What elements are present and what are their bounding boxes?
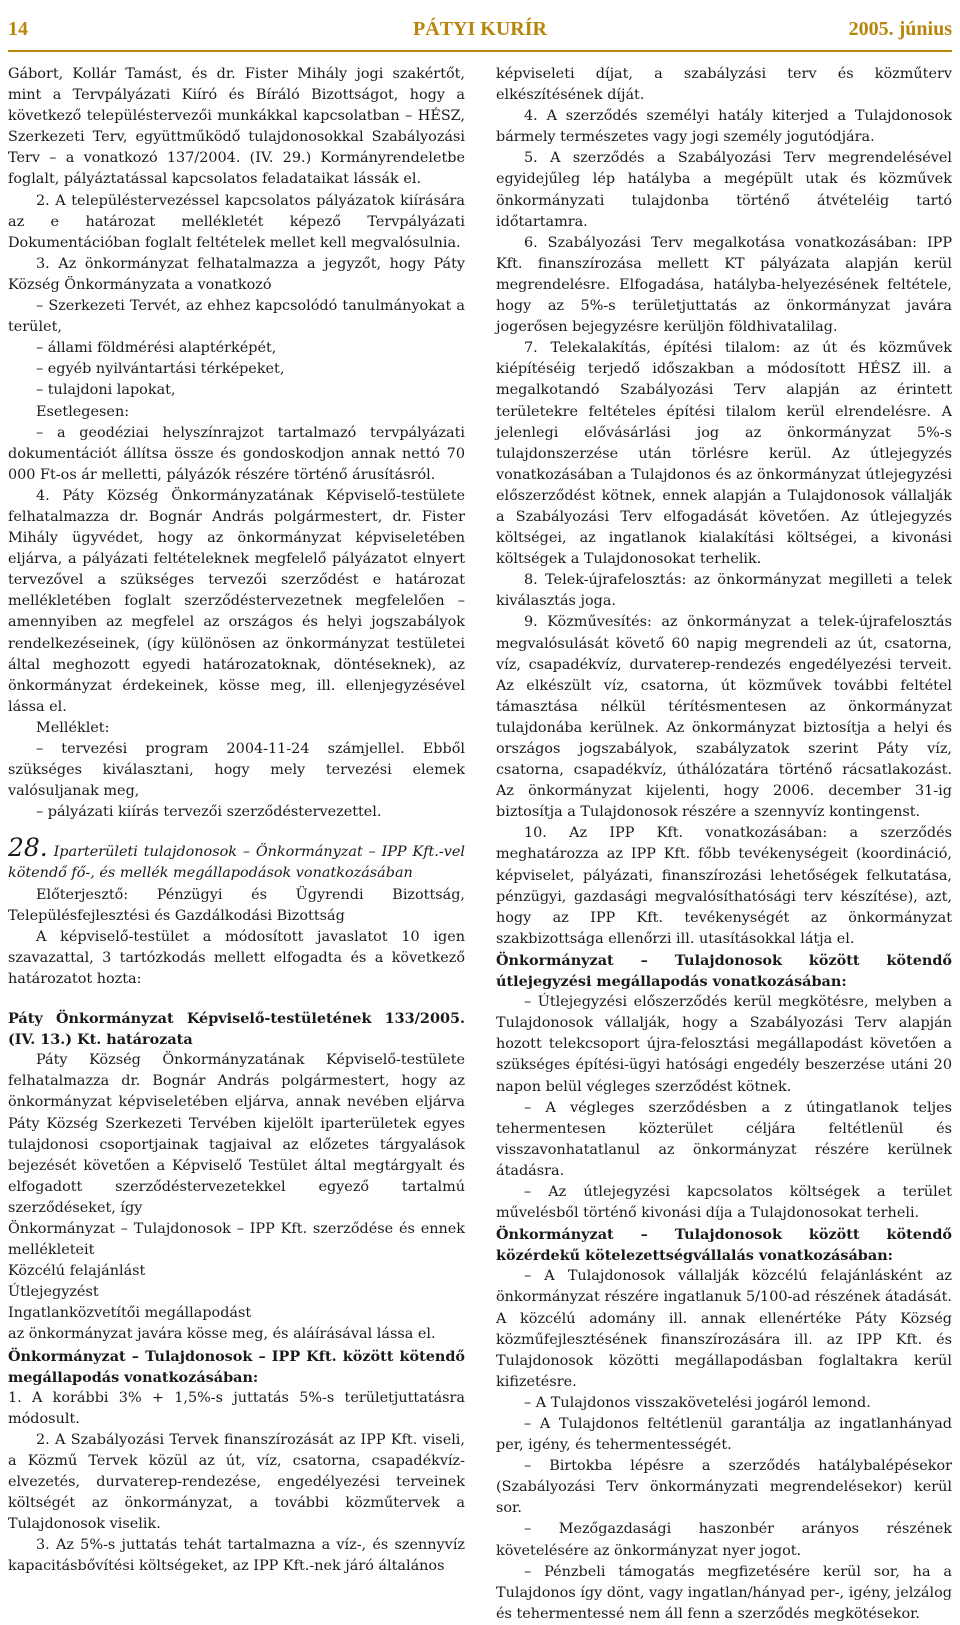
subheading: Önkormányzat – Tulajdonosok között kötendő útlejegyzési megállapodás vonatkozásában: <box>496 951 952 991</box>
paragraph: Önkormányzat – Tulajdonosok – IPP Kft. szerződése és ennek mellékleteit <box>8 1220 465 1259</box>
paragraph: 4. Páty Község Önkormányzatának Képviselő-testülete felhatalmazza dr. Bognár András polgármestert, dr. Fister Mihály ügyvédet, hogy az önkormányzat képviseletében eljárva, a pályázati feltételeknek megfelelő pályázatot elnyert tervezővel a szükséges tervezői szerződést e határozat mellékletében foglalt szerződéstervezetnek megfelelően – amennyiben az megfelel az országos és helyi jogszabályok rendelkezéseinek, (így különösen az önkormányzat testületei által meghozott egyedi határozatoknak, döntéseknek), az önkormányzat érdekeinek, kösse meg, ill. ellenjegyzésével lássa el. <box>8 487 465 715</box>
list-item: Közcélú felajánlást <box>8 1263 146 1280</box>
list-item: – Pénzbeli támogatás megfizetésére kerül sor, ha a Tulajdonos így dönt, vagy ingatlan/hányad per-, igény, jelzálog és tehermentessé nem áll fenn a szerződés megkötésekor. <box>496 1563 952 1622</box>
list-item: – Útlejegyzési előszerződés kerül megkötésre, melyben a Tulajdonosok vállalják, hogy a Szabályozási Terv alapján hozott telekcsoport újra-felosztási megállapodást követően a szükséges építési-ügyi hatósági engedély beszerzése utáni 20 napon belül végleges szerződést kötnek. <box>496 994 952 1095</box>
paragraph: 3. Az 5%-s juttatás tehát tartalmazna a víz-, és szennyvíz kapacitásbővítési költségeket, az IPP Kft.-nek járó általános <box>8 1537 465 1575</box>
list-item: – A Tulajdonos visszakövetelési jogáról lemond. <box>524 1394 871 1411</box>
paragraph: 7. Telekalakítás, építési tilalom: az út és közművek kiépítéséig terjedő időszakban a módosított HÉSZ ill. a megalkotandó Szabályozási Terv alapján az érintett területekre feltételes építési tilalom kerül elrendelésre. A jelenlegi elővásárlási jog az önkormányzat 5%-s tulajdonszerzése után törlésre kerül. Az útlejegyzés vonatkozásában a Tulajdonos és az önkormányzat útlejegyzési előszerződést kötnek, ennek alapján a Tulajdonosok vállalják a Szabályozási Terv elfogadását követően. Az útlejegyzés költségei, az ingatlanok kialakítási költségei, a kivonási költségek a Tulajdonosokat terhelik. <box>496 340 952 568</box>
list-item: – Szerkezeti Tervét, az ehhez kapcsolódó tanulmányokat a terület, <box>8 298 465 336</box>
paragraph: 10. Az IPP Kft. vonatkozásában: a szerződés meghatározza az IPP Kft. főbb tevékenységeit (koordináció, képviselet, pályázati, finanszírozási lehetőségek felkutatása, pénzügyi, gazdasági megvalósíthatósági terv készítése), azt, hogy az IPP Kft. tevékenységét az önkormányzat szakbizottsága ellenőrzi ill. utasításokkal látja el. <box>496 825 952 947</box>
paragraph: Melléklet: <box>36 719 110 736</box>
list-item: – Mezőgazdasági haszonbér arányos részének követelésére az önkormányzat nyer jogot. <box>496 1521 952 1559</box>
paragraph: 1. A korábbi 3% + 1,5%-s juttatás 5%-s területjuttatásra módosult. <box>8 1389 465 1427</box>
list-item: – Az útlejegyzési kapcsolatos költségek a terület művelésből történő kivonási díja a Tulajdonosokat terheli. <box>496 1183 952 1222</box>
resolution-title: Páty Önkormányzat Képviselő-testületének 133/2005. (IV. 13.) Kt. határozata <box>8 1010 465 1049</box>
paragraph: Előterjesztő: Pénzügyi és Ügyrendi Bizottság, Településfejlesztési és Gazdálkodási Bizottság <box>8 886 465 924</box>
paragraph: képviseleti díjat, a szabályzási terv és közműterv elkészítésének díját. <box>496 66 952 104</box>
list-item: – A Tulajdonosok vállalják közcélú felajánlásként az önkormányzat részére ingatlanuk 5/100-ad részének átadását. A közcélú adomány ill. annak ellenértéke Páty Község közműfejlesztésének finanszírozására ill. az IPP Kft. és Tulajdonosok közötti megállapodásban foglaltakra kerül kifizetésre. <box>496 1268 952 1390</box>
paragraph: 5. A szerződés a Szabályozási Terv megrendelésével egyidejűleg lép hatályba a megépült utak és közművek önkormányzati tulajdonba történő átvételéig tartó időtartamra. <box>496 150 952 230</box>
subheading: Önkormányzat – Tulajdonosok – IPP Kft. között kötendő megállapodás vonatkozásában: <box>8 1347 465 1386</box>
list-item: – egyéb nyilvántartási térképeket, <box>36 361 285 378</box>
list-item: Útlejegyzést <box>8 1284 99 1301</box>
paragraph: 2. A Szabályozási Tervek finanszírozását az IPP Kft. viseli, a Közmű Tervek közül az út, víz, csatorna, csapadékvíz-elvezetés, durvaterep-rendezése, engedélyezési terveinek költségét az önkormányzat, a további közműtervek a Tulajdonosok viselik. <box>8 1431 465 1533</box>
section-title: Iparterületi tulajdonosok – Önkormányzat – IPP Kft.-vel kötendő fő-, és mellék megállapodások vonatkozásában <box>8 844 465 882</box>
header-rule <box>8 50 952 52</box>
list-item: – tervezési program 2004-11-24 számjellel. Ebből szükséges kiválasztani, hogy mely tervezési elemek valósuljanak meg, <box>8 741 465 800</box>
subheading: Önkormányzat – Tulajdonosok között kötendő közérdekű kötelezettségvállalás vonatkozásában: <box>496 1226 952 1265</box>
page-number: 14 <box>8 18 28 40</box>
section-number: 28. <box>8 833 48 863</box>
list-item: – állami földmérési alaptérképét, <box>36 340 277 357</box>
list-item: Ingatlanközvetítői megállapodást <box>8 1305 252 1322</box>
left-column <box>8 64 465 1575</box>
page-header <box>8 18 952 48</box>
right-column <box>496 64 952 1622</box>
paragraph: az önkormányzat javára kösse meg, és aláírásával lássa el. <box>8 1326 436 1343</box>
list-item: – a geodéziai helyszínrajzot tartalmazó tervpályázati dokumentációt állítsa össze és gondoskodjon annak nettó 70 000 Ft-os ár melletti, pályázók részére történő árusításról. <box>8 424 465 483</box>
paragraph: 9. Közművesítés: az önkormányzat a telek-újrafelosztás megvalósulását követő 60 napig megrendeli az út, csatorna, víz, csapadékvíz, durvaterep-rendezés engedélyezési terveit. Az elkészült víz, csatorna, út közművek további feltétel támasztása nélkül térítésmentesen az önkormányzat tulajdonába kerülnek. Az önkormányzat biztosítja a helyi és országos jogszabályok, szabályzatok szerint Páty víz, csatorna, csapadékvíz, úthálózatára történő rácsatlakozást. Az önkormányzat kijelenti, hogy 2006. december 31-ig biztosítja a Tulajdonosok részére a szennyvíz kontingenst. <box>496 614 952 821</box>
section-heading <box>8 833 465 884</box>
publication-title: PÁTYI KURÍR <box>413 18 547 40</box>
paragraph: 2. A településtervezéssel kapcsolatos pályázatok kiírására az e határozat mellékletét képező Tervpályázati Dokumentációban foglalt feltételek mellet kell megvalósulnia. <box>8 192 465 251</box>
paragraph: 4. A szerződés személyi hatály kiterjed a Tulajdonosok bármely természetes vagy jogi személy jogutódjára. <box>496 108 952 146</box>
list-item: – tulajdoni lapokat, <box>36 382 176 399</box>
paragraph: Páty Község Önkormányzatának Képviselő-testülete felhatalmazza dr. Bognár András polgármestert, hogy az önkormányzat képviseletében eljárva, annak nevében eljárva Páty Község Szerkezeti Tervében kijelölt iparterületek egyes tulajdonosi csoportjainak tagjaival az előzetes tárgyalások bejezését követően a Képviselő Testület által megtárgyalt és elfogadott szerződéstervezetekkel egyező tartalmú szerződéseket, így <box>8 1052 465 1216</box>
paragraph: 8. Telek-újrafelosztás: az önkormányzat megilleti a telek kiválasztás joga. <box>496 572 952 610</box>
list-item: – Birtokba lépésre a szerződés hatálybalépésekor (Szabályozási Terv önkormányzati megrendelésekor) kerül sor. <box>496 1458 952 1517</box>
paragraph: 6. Szabályozási Terv megalkotása vonatkozásában: IPP Kft. finanszírozása mellett KT pályázata alapján kerül megrendelésre. Elfogadása, hatályba-helyezésének feltétele, hogy az 5%-s területjuttatás az önkormányzat javára jogerősen bejegyzésre kerüljön földhivatalilag. <box>496 234 952 336</box>
paragraph: Esetlegesen: <box>36 403 130 420</box>
paragraph: Gábort, Kollár Tamást, és dr. Fister Mihály jogi szakértőt, mint a Tervpályázati Kiíró és Bíráló Bizottságot, hogy a következő településtervezői munkákkal kapcsolatban – HÉSZ, Szerkezeti Terv, együttműködő tulajdonosokkal Szabályozási Terv – a vonatkozó 137/2004. (IV. 29.) Kormányrendeletbe foglalt, pályáztatással kapcsolatos feladataikat lássák el. <box>8 66 465 188</box>
paragraph: 3. Az önkormányzat felhatalmazza a jegyzőt, hogy Páty Község Önkormányzata a vonatkozó <box>8 255 465 293</box>
list-item: – A végleges szerződésben a z útingatlanok teljes tehermentesen közterület céljára feltétlenül és visszavonhatatlanul az önkormányzat részére kerülnek átadásra. <box>496 1099 952 1179</box>
issue-date: 2005. június <box>848 18 952 40</box>
list-item: – A Tulajdonos feltétlenül garantálja az ingatlanhányad per, igény, és tehermentességét. <box>496 1416 952 1454</box>
list-item: – pályázati kiírás tervezői szerződéstervezettel. <box>36 804 382 821</box>
paragraph: A képviselő-testület a módosított javaslatot 10 igen szavazattal, 3 tartózkodás mellett elfogadta és a következő határozatot hozta: <box>8 928 465 987</box>
